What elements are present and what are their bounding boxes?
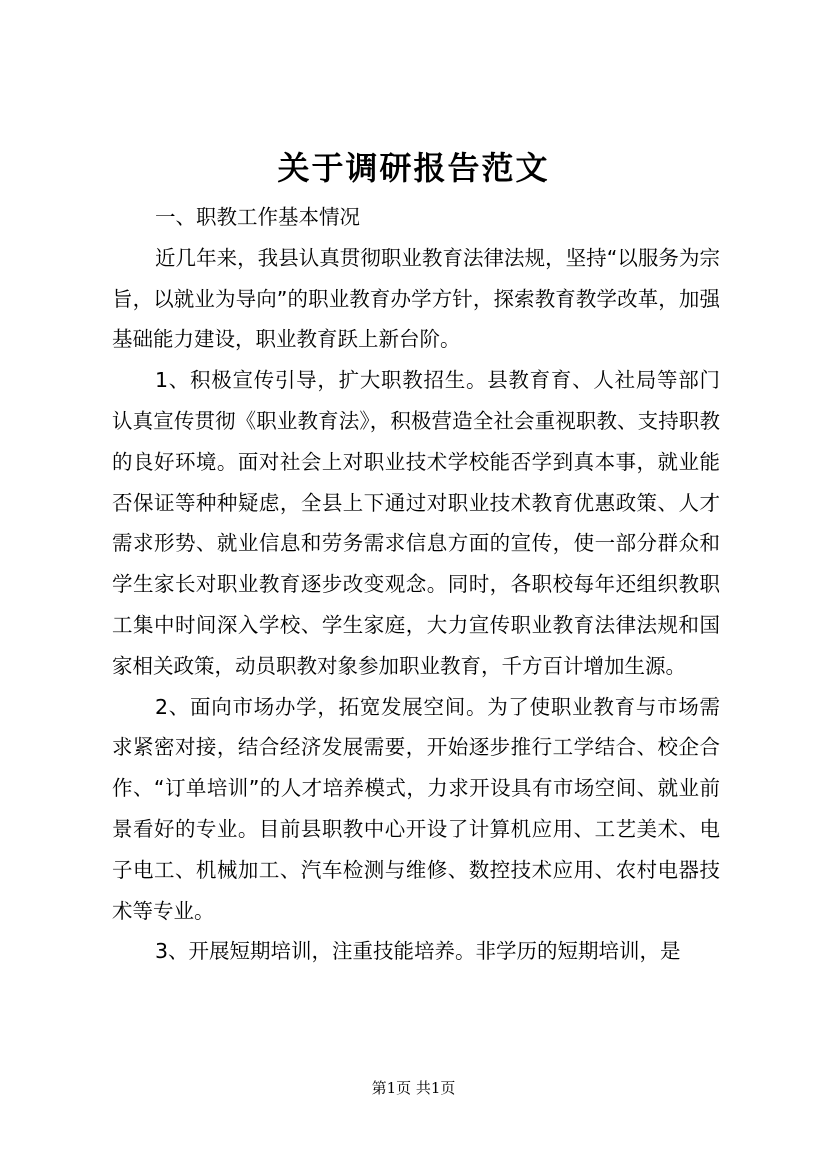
paragraph-point-3: 3、开展短期培训，注重技能培养。非学历的短期培训，是 xyxy=(155,939,681,964)
section-heading: 一、职教工作基本情况 xyxy=(155,205,360,229)
paragraph-point-2: 2、面向市场办学，拓宽发展空间。为了使职业教育与市场需求紧密对接，结合经济发展需要，开始逐步推行工学结合、校企合作、“订单培训”的人才培养模式，力求开设具有市场空间、就业前景看好的专业。目前县职教中心开设了计算机应用、工艺美术、电子电工、机械加工、汽车检测与维修、数控技术应用、农村电器技术等专业。 xyxy=(112,694,720,923)
document-body xyxy=(112,197,720,972)
paragraph-point-1: 1、积极宣传引导，扩大职教招生。县教育育、人社局等部门认真宣传贯彻《职业教育法》，积极营造全社会重视职教、支持职教的良好环境。面对社会上对职业技术学校能否学到真本事，就业能否保证等种种疑虑，全县上下通过对职业技术教育优惠政策、人才需求形势、就业信息和劳务需求信息方面的宣传，使一部分群众和学生家长对职业教育逐步改变观念。同时，各职校每年还组织教职工集中时间深入学校、学生家庭，大力宣传职业教育法律法规和国家相关政策，动员职教对象参加职业教育，千方百计增加生源。 xyxy=(112,368,720,678)
page-number-footer: 第1页 共1页 xyxy=(371,1079,456,1097)
paragraph-intro: 近几年来，我县认真贯彻职业教育法律法规，坚持“以服务为宗旨，以就业为导向”的职业教育办学方针，探索教育教学改革，加强基础能力建设，职业教育跃上新台阶。 xyxy=(112,245,720,352)
document-title: 关于调研报告范文 xyxy=(277,149,550,187)
